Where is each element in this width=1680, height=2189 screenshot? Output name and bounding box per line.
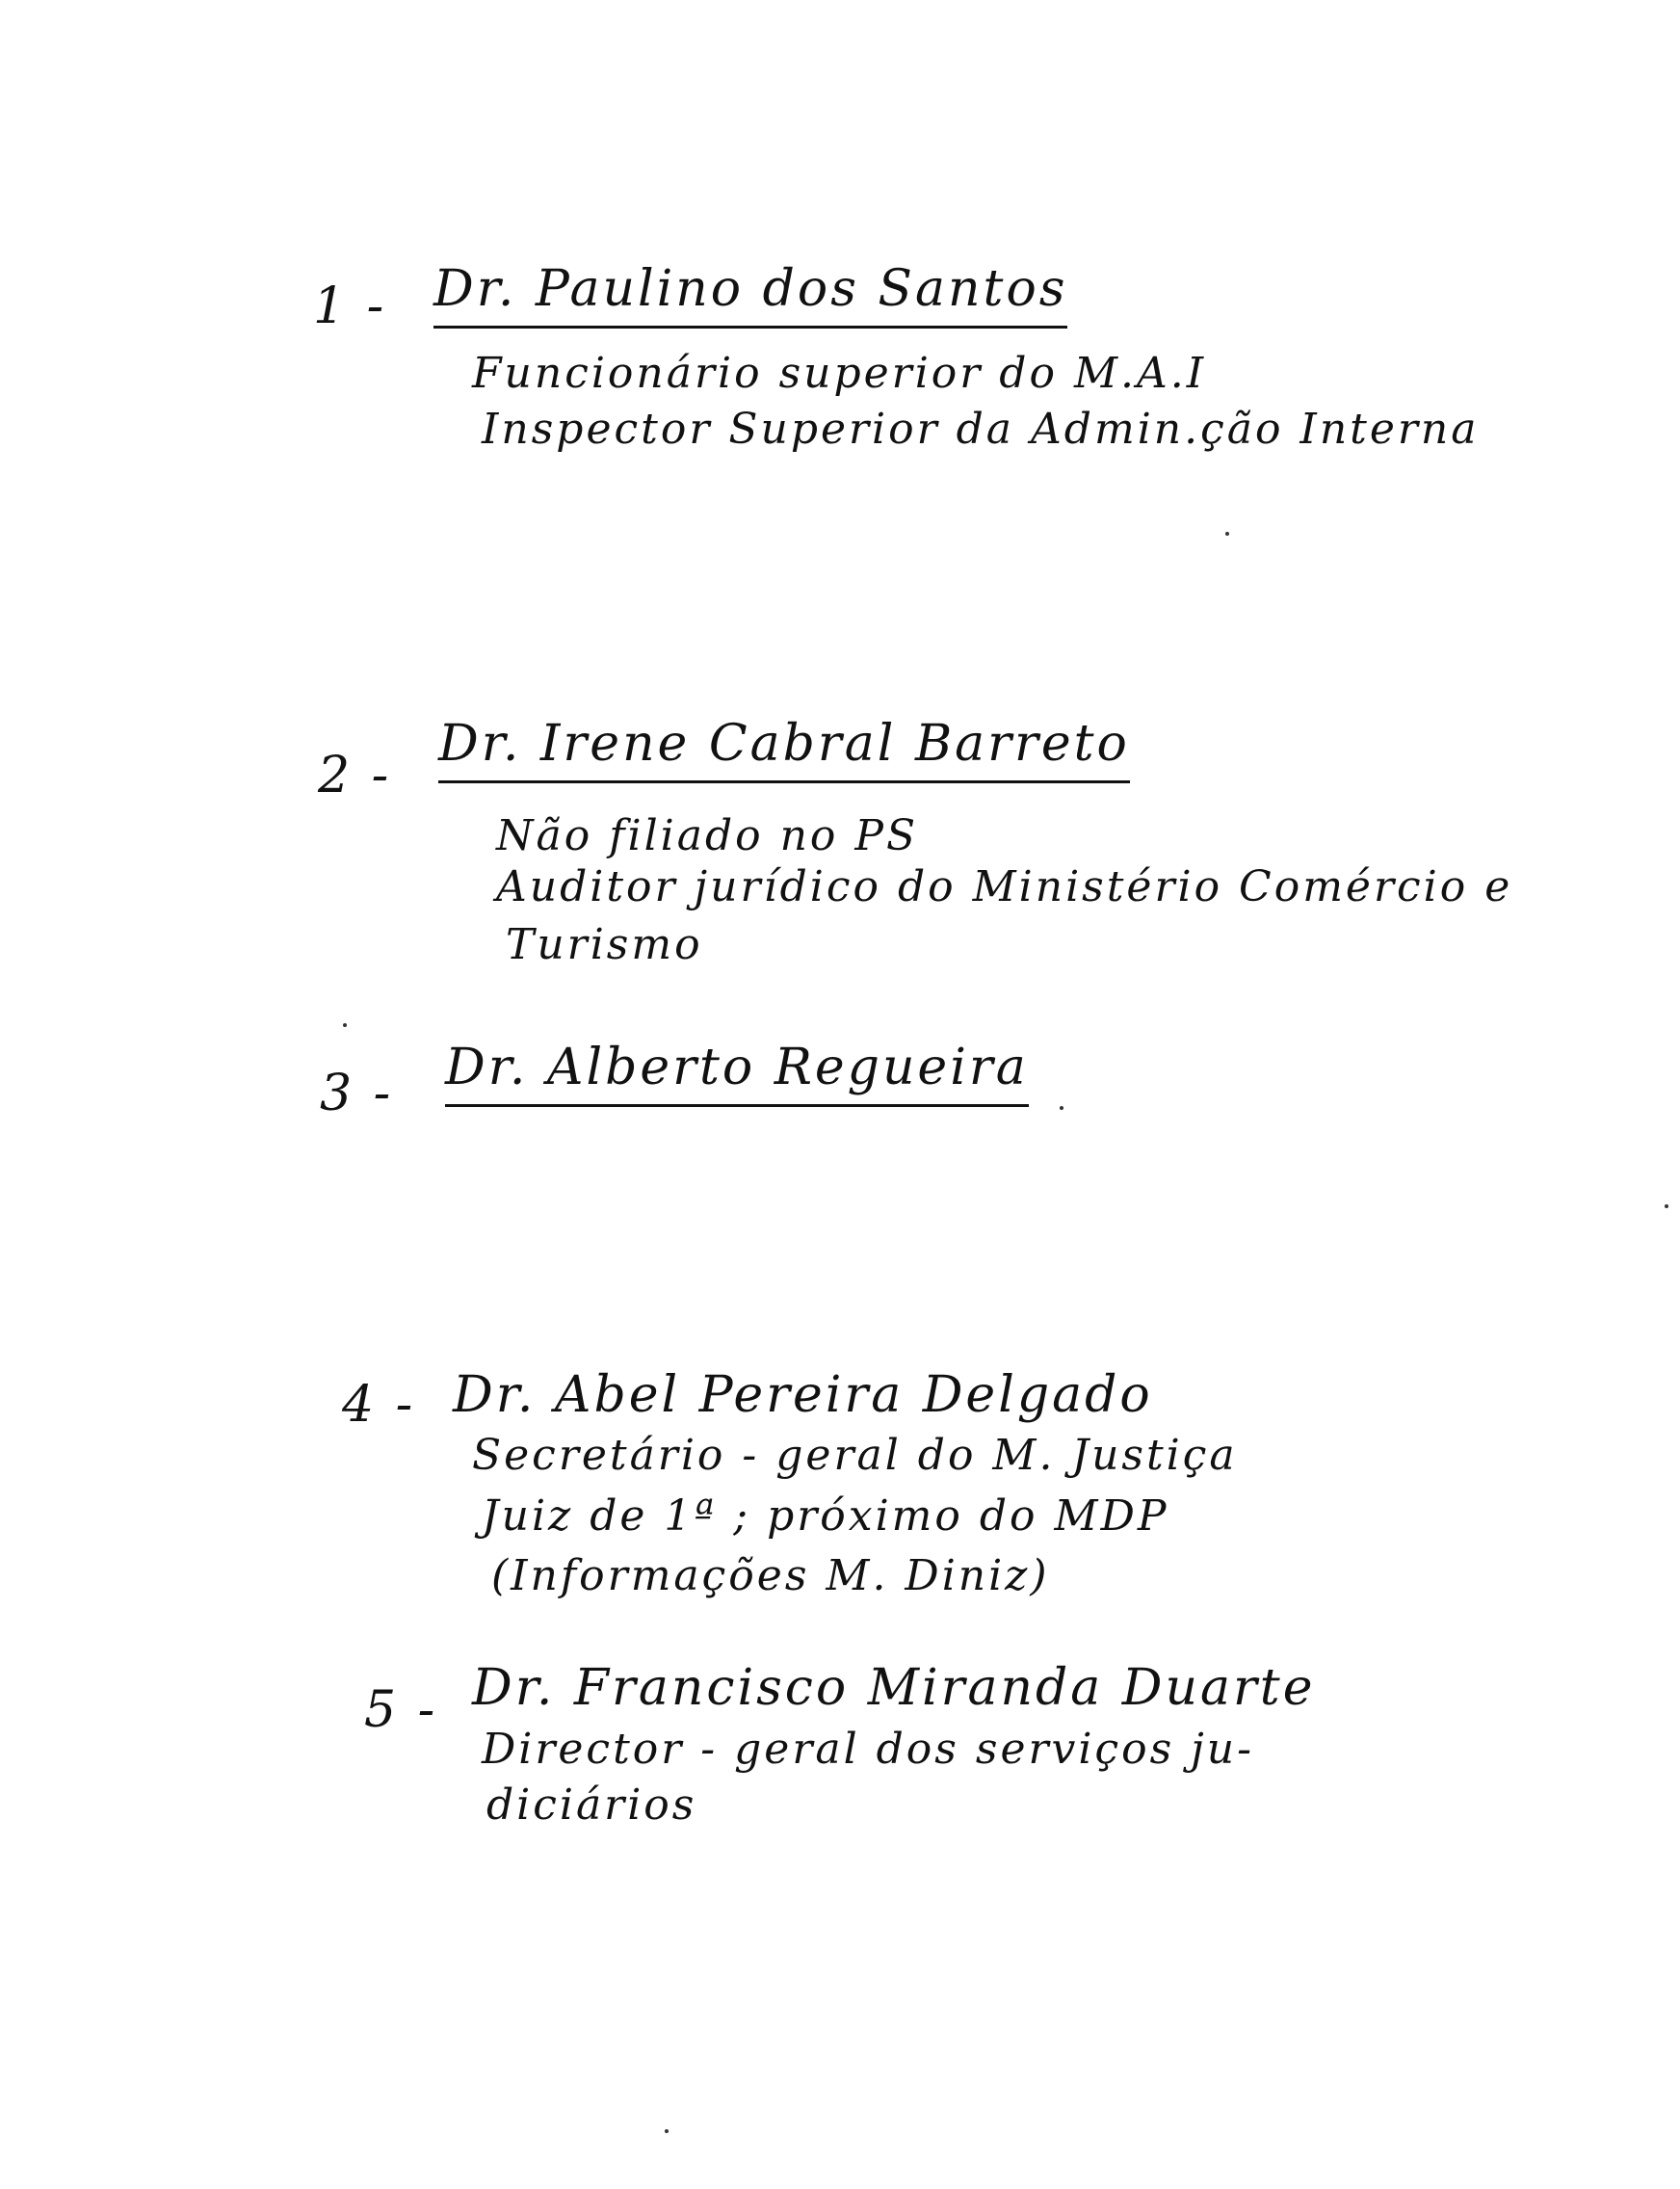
entry-4-number: 4 - bbox=[342, 1376, 416, 1434]
entry-5-number: 5 - bbox=[364, 1681, 438, 1739]
scan-speck bbox=[1225, 532, 1229, 536]
entry-2-line-3: Turismo bbox=[506, 920, 703, 969]
entry-1-number: 1 - bbox=[313, 277, 387, 335]
entry-2-line-2: Auditor jurídico do Ministério Comércio e bbox=[496, 862, 1513, 911]
entry-4-line-3: (Informações M. Diniz) bbox=[491, 1551, 1050, 1600]
entry-4-line-1: Secretário - geral do M. Justiça bbox=[472, 1431, 1238, 1480]
entry-5-line-1: Director - geral dos serviços ju- bbox=[482, 1725, 1254, 1774]
entry-5-line-2: diciários bbox=[486, 1780, 697, 1830]
scan-speck bbox=[343, 1023, 347, 1027]
scan-speck bbox=[1060, 1106, 1063, 1110]
entry-2-line-1: Não filiado no PS bbox=[496, 811, 919, 860]
entry-4-name: Dr. Abel Pereira Delgado bbox=[453, 1366, 1153, 1424]
scan-speck bbox=[665, 2129, 669, 2133]
entry-2-number: 2 - bbox=[318, 747, 392, 804]
entry-1-name: Dr. Paulino dos Santos bbox=[433, 260, 1067, 329]
entry-5-name: Dr. Francisco Miranda Duarte bbox=[472, 1659, 1316, 1717]
scan-speck bbox=[1665, 1204, 1668, 1208]
entry-3-number: 3 - bbox=[320, 1065, 394, 1122]
entry-2-name: Dr. Irene Cabral Barreto bbox=[438, 715, 1130, 783]
entry-4-line-2: Juiz de 1ª ; próximo do MDP bbox=[482, 1491, 1169, 1541]
entry-1-line-1: Funcionário superior do M.A.I bbox=[472, 349, 1207, 398]
entry-3-name: Dr. Alberto Regueira bbox=[445, 1039, 1029, 1107]
entry-1-line-2: Inspector Superior da Admin.ção Interna bbox=[482, 405, 1480, 454]
